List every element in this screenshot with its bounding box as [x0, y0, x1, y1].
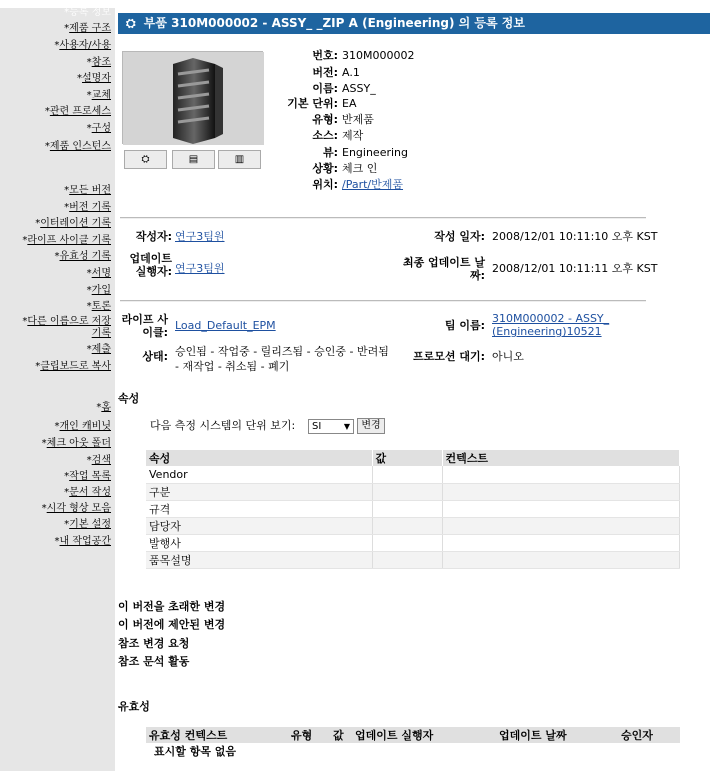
sidebar-item-label: 클립보드로 복사: [40, 361, 111, 372]
sidebar-bullet: *: [22, 235, 28, 246]
sidebar-item-label: 버전 기록: [69, 202, 111, 213]
sidebar-bullet: *: [54, 251, 60, 262]
sidebar-item-label: 참조: [91, 57, 111, 68]
team-label: 팀 이름:: [444, 319, 485, 332]
sidebar-item-references[interactable]: [87, 56, 111, 69]
attribute-context: [442, 517, 680, 534]
team-link[interactable]: 310M000002 - ASSY_ (Engineering)10521: [492, 312, 610, 338]
sidebar-item-label: 제품 인스턴스: [49, 141, 111, 152]
sidebar-item-label: 사용자/사용: [59, 40, 111, 51]
sidebar-item-checkout-folder[interactable]: [42, 437, 111, 450]
sidebar-bullet: *: [86, 285, 92, 296]
download-icon: ▤: [188, 154, 199, 165]
col-validity-value: 값: [330, 727, 352, 743]
sidebar-item-label: 토론: [91, 301, 111, 312]
col-context: 컨텍스트: [442, 450, 680, 466]
sidebar-item-all-versions[interactable]: [64, 184, 111, 197]
changes-caused-heading: 이 버전을 초래한 변경: [118, 600, 226, 613]
attribute-context: [442, 534, 680, 551]
sidebar-item-label: 검색: [91, 455, 111, 466]
sidebar-item-validity-history[interactable]: [55, 250, 111, 263]
table-row: [146, 517, 680, 534]
sidebar-item-label: 유효성 기록: [59, 251, 111, 262]
attribute-context: [442, 466, 680, 483]
sidebar-item-create-document[interactable]: [64, 486, 111, 499]
col-validity-updater: 업데이트 실행자: [352, 727, 496, 743]
validity-table: [146, 727, 680, 759]
updated-label: 최종 업데이트 날짜:: [402, 256, 485, 282]
sidebar-item-discussions[interactable]: [87, 300, 111, 313]
attribute-value: [372, 534, 442, 551]
attribute-value: [372, 551, 442, 568]
attribute-name: 담당자: [146, 517, 372, 534]
attribute-value: [372, 500, 442, 517]
divider: [120, 217, 646, 219]
sidebar-item-visual-gallery[interactable]: [42, 502, 111, 515]
attribute-context: [442, 551, 680, 568]
ref-change-request-heading: 참조 변경 요청: [118, 637, 190, 650]
version-label: 버전:: [312, 66, 338, 79]
sidebar-item-copy-clipboard[interactable]: [35, 360, 111, 373]
location-label: 위치:: [312, 178, 338, 191]
attribute-value: [372, 483, 442, 500]
table-row: [146, 551, 680, 568]
sidebar-bullet: *: [86, 344, 92, 355]
sidebar-item-iteration-history[interactable]: [35, 217, 111, 230]
view-label: 뷰:: [322, 146, 338, 159]
attributes-heading: 속성: [118, 392, 140, 405]
sidebar-item-lifecycle-history[interactable]: [22, 234, 111, 247]
attribute-name: 규격: [146, 500, 372, 517]
lifecycle-label: 라이프 사이클:: [121, 313, 168, 339]
number-value: 310M000002: [342, 49, 415, 62]
updater-label: 업데이트 실행자:: [129, 252, 172, 278]
sidebar-item-submit[interactable]: [87, 343, 111, 356]
attributes-table: [146, 450, 680, 569]
sidebar-bullet: *: [86, 123, 92, 134]
sidebar-item-processes[interactable]: [45, 105, 111, 118]
table-row: [146, 483, 680, 500]
sidebar-bullet: *: [86, 57, 92, 68]
sidebar-item-label: 가입: [91, 285, 111, 296]
sidebar-item-label: 모든 버전: [69, 185, 111, 196]
unit-prompt: 다음 측정 시스템의 단위 보기:: [150, 419, 296, 432]
status-label: 상태:: [142, 350, 168, 363]
attribute-name: 구분: [146, 483, 372, 500]
sidebar-item-label: 라이프 사이클 기록: [27, 235, 111, 246]
source-label: 소스:: [312, 129, 338, 142]
col-validity-context: 유효성 컨텍스트: [146, 727, 288, 743]
ref-activity-heading: 참조 문석 활동: [118, 655, 190, 668]
table-row: [146, 466, 680, 483]
attribute-context: [442, 500, 680, 517]
sidebar-item-label: 개인 캐비닛: [59, 421, 111, 432]
status-value: 승인됨 - 작업중 - 릴리즈됨 - 승인중 - 반려됨 - 재작업 - 취소됨 - 폐기: [175, 345, 389, 373]
sidebar-bullet: *: [54, 421, 60, 432]
sidebar-bullet: *: [35, 218, 41, 229]
sidebar-item-label: 교체: [91, 90, 111, 101]
col-validity-approver: 승인자: [618, 727, 680, 743]
sidebar-item-label: 내 작업공간: [59, 536, 111, 547]
sidebar-item-label: 다른 이름으로 저장: [27, 316, 111, 327]
part-gear-icon: ⛭: [126, 16, 136, 30]
attribute-name: 품목설명: [146, 551, 372, 568]
sidebar-item-label: 구성: [91, 123, 111, 134]
view-value: Engineering: [342, 146, 408, 159]
name-value: ASSY_: [342, 82, 376, 95]
page-title: 부품 310M000002 - ASSY_ _ZIP A (Engineering) 의 등록 정보: [143, 16, 525, 30]
sidebar-bullet: *: [86, 455, 92, 466]
changes-proposed-heading: 이 버전에 제안된 변경: [118, 618, 226, 631]
download-button[interactable]: [172, 150, 215, 169]
sidebar-item-label: 체크 아웃 폴더: [46, 438, 111, 449]
sidebar-item-signatures[interactable]: [87, 267, 111, 280]
sidebar-bullet: *: [44, 141, 50, 152]
sidebar-item-subscribe[interactable]: [87, 284, 111, 297]
table-row: [146, 534, 680, 551]
promotion-label: 프로모션 대기:: [413, 350, 485, 363]
sidebar-item-label: 기본 설정: [69, 519, 111, 530]
sidebar-item-uses[interactable]: [54, 39, 111, 52]
sidebar-item-describedby[interactable]: [77, 72, 111, 85]
sidebar-bullet: *: [64, 487, 70, 498]
sidebar-bullet: *: [54, 40, 60, 51]
unit-system-value: SI: [312, 421, 322, 432]
col-attribute: 속성: [146, 450, 372, 466]
col-validity-updated: 업데이트 날짜: [496, 727, 618, 743]
validity-heading: 유효성: [118, 700, 150, 713]
promotion-value: 아니오: [492, 350, 524, 363]
sidebar-item-label: 서명: [91, 268, 111, 279]
sidebar-item-search[interactable]: [87, 454, 111, 467]
sidebar-item-configurations[interactable]: [87, 122, 111, 135]
sidebar-item-structure[interactable]: [64, 22, 111, 35]
change-units-button[interactable]: 변경: [357, 418, 385, 434]
sidebar-bullet: *: [64, 185, 70, 196]
sidebar-bullet: *: [96, 402, 102, 413]
unit-label: 기본 단위:: [287, 97, 338, 110]
attribute-name: Vendor: [146, 466, 372, 483]
sidebar-item-label: 제출: [91, 344, 111, 355]
sidebar-item-label: 이터레이션 기록: [40, 218, 111, 229]
sidebar-bullet: *: [54, 536, 60, 547]
part-thumbnail[interactable]: [122, 51, 263, 144]
attribute-value: [372, 466, 442, 483]
created-label: 작성 일자:: [434, 230, 485, 243]
unit-value: EA: [342, 97, 357, 110]
sidebar-item-preferences[interactable]: [64, 518, 111, 531]
sidebar-bullet: *: [22, 316, 28, 327]
sidebar-item-label: 작업 목록: [69, 471, 111, 482]
sidebar-item-label: 등록 정보: [69, 7, 111, 18]
number-label: 번호:: [312, 49, 338, 62]
name-label: 이름:: [312, 82, 338, 95]
validity-empty-message: 표시할 항목 없음: [154, 745, 237, 758]
divider: [120, 300, 646, 302]
state-label: 상황:: [312, 162, 338, 175]
sidebar-item-label: 기록: [91, 328, 111, 339]
attribute-value: [372, 517, 442, 534]
view-3d-button[interactable]: [124, 150, 167, 169]
sidebar-bullet: *: [86, 301, 92, 312]
sidebar-bullet: *: [86, 268, 92, 279]
sidebar-item-label: 제품 구조: [69, 23, 111, 34]
sidebar-bullet: *: [35, 361, 41, 372]
unit-system-select[interactable]: [308, 419, 354, 434]
sidebar-item-label: 시각 형상 모음: [46, 503, 111, 514]
location-link[interactable]: /Part/반제품: [342, 178, 404, 191]
creator-link[interactable]: 연구3팀원: [175, 230, 225, 243]
version-value: A.1: [342, 66, 360, 79]
type-value: 반제품: [342, 113, 374, 126]
sidebar-bullet: *: [86, 90, 92, 101]
sidebar-item-general[interactable]: [64, 6, 111, 19]
updated-value: 2008/12/01 10:11:11 오후 KST: [492, 262, 658, 275]
sidebar-item-save-as-history[interactable]: [92, 327, 111, 340]
sidebar-bullet: *: [64, 519, 70, 530]
creator-label: 작성자:: [135, 230, 172, 243]
lifecycle-link[interactable]: Load_Default_EPM: [175, 319, 276, 332]
sidebar-item-label: 문서 작성: [69, 487, 111, 498]
col-value: 값: [372, 450, 442, 466]
sidebar-item-version-history[interactable]: [64, 201, 111, 214]
page-title-bar: [118, 13, 710, 34]
table-row: [146, 500, 680, 517]
created-value: 2008/12/01 10:11:10 오후 KST: [492, 230, 658, 243]
sidebar-item-home[interactable]: [96, 401, 111, 414]
open-viewer-button[interactable]: [218, 150, 261, 169]
source-value: 제작: [342, 129, 364, 142]
viewer-icon: ▥: [234, 154, 245, 165]
updater-link[interactable]: 연구3팀원: [175, 262, 225, 275]
col-validity-type: 유형: [288, 727, 330, 743]
sidebar-bullet: *: [41, 438, 47, 449]
part-image-icon: [123, 52, 264, 145]
sidebar-bullet: *: [41, 503, 47, 514]
sidebar-bullet: *: [77, 73, 83, 84]
type-label: 유형:: [312, 113, 338, 126]
sidebar-item-label: 설명자: [82, 73, 111, 84]
attribute-context: [442, 483, 680, 500]
view-3d-icon: ⛭: [141, 154, 150, 165]
sidebar-item-my-workspace[interactable]: [55, 535, 111, 548]
chevron-down-icon: ▼: [343, 422, 350, 431]
sidebar-bullet: *: [64, 7, 70, 18]
sidebar-item-personal-cabinet[interactable]: [55, 420, 111, 433]
sidebar-item-label: 관련 프로세스: [49, 106, 111, 117]
sidebar-nav: [0, 8, 115, 771]
sidebar-item-replacements[interactable]: [87, 89, 111, 102]
sidebar-bullet: *: [44, 106, 50, 117]
sidebar-item-instances[interactable]: [45, 140, 111, 153]
sidebar-item-label: 홈: [101, 402, 111, 413]
state-value: 체크 인: [342, 162, 378, 175]
sidebar-item-worklist[interactable]: [64, 470, 111, 483]
sidebar-bullet: *: [64, 202, 70, 213]
attribute-name: 발행사: [146, 534, 372, 551]
sidebar-bullet: *: [64, 23, 70, 34]
sidebar-bullet: *: [64, 471, 70, 482]
